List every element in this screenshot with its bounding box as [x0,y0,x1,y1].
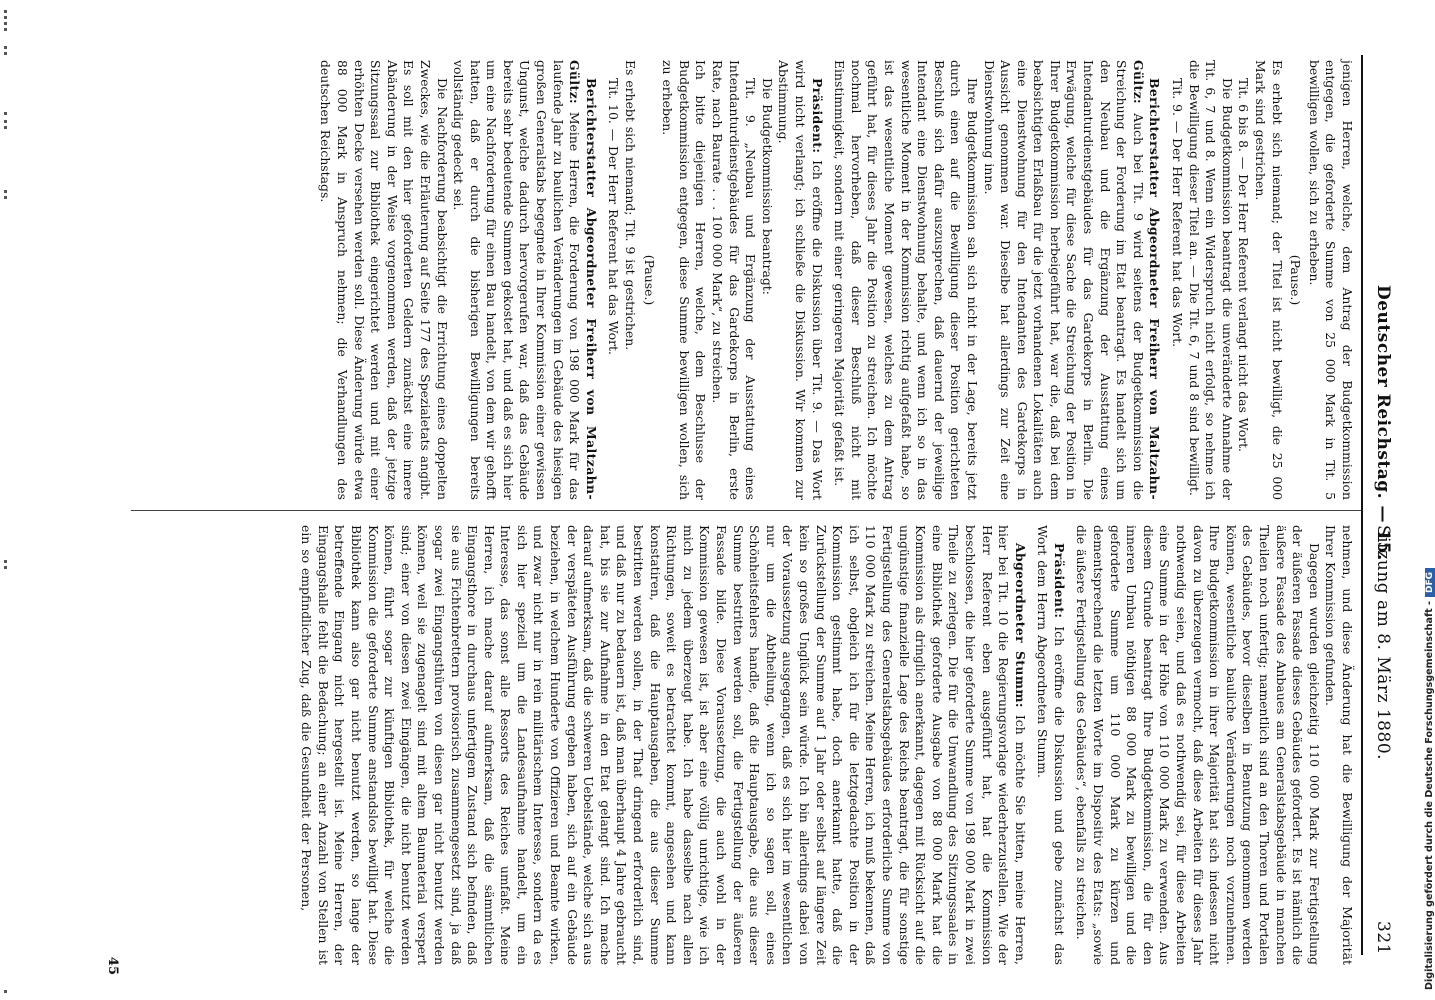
paragraph: Die Budgetkommission beantragt die unveränderte Annahme der Tit. 6, 7 und 8. Wenn ein Widerspruch nicht erfolgt, so nehme ich die Bewilligung dieser Titel an. — Die Tit. 6, 7 und 8 sind bewilligt. [1186,60,1235,500]
paragraph: Tit. 10. — Der Herr Referent hat das Wort. [606,78,622,355]
speech-paragraph [775,60,825,500]
paragraph: Die Nachforderung beabsichtigt die Errichtung eines doppelten Zweckes, wie die Erläuterung auf Seite 177 des Spezialetats angibt. Es soll mit den hier geforderten Geldern zunächst eine innere Abänderung in der Weise vorgenommen werden, daß der jetzige Sitzungssaal zur Bibliothek eingerichtet werden und mit einer erhöhten Decke versehen werden soll. Diese Änderung würde etwa 88 000 Mark in Anspruch nehmen; die Verhandlungen des deutschen Reichstags. [318,60,450,500]
paragraph: Ihre Budgetkommission sah sich nicht in der Lage, bereits jetzt durch einen auf die Bewilligung dieser Position gerichteten Beschluß sich dafür auszusprechen, daß dauernd der jeweilige Intendant eine Dienstwohnung behalte, und wenn ich so in das wesentliche Moment in der Kommission richtig aufgefaßt habe, so ist das wesentliche Moment gewesen, welches zu dem Antrag geführt hat, für dieses Jahr die Position zu streichen. Ich möchte nochmal hervorheben, daß dieser Beschluß nicht mit Einstimmigkeit, sondern mit einer geringeren Majorität gefaßt ist. [832,60,980,500]
speech-text: Ich eröffne die Diskussion und gebe zunächst das Wort dem Herrn Abgeordneten Stumm. [1035,525,1067,965]
speech-text: Ich eröffne die Diskussion über Tit. 9. — Das Wort wird nicht verlangt; ich schließe die Diskussion. Wir kommen zur Abstimmung. [776,60,825,500]
credit-text: Digitalisierung gefördert durch die Deutsche Forschungsgemeinschaft - [1424,600,1435,990]
column-divider [131,510,1361,511]
header-left: Deutscher Reichstag. — 15. [1373,285,1393,561]
speech-text: Auch bei Tit. 9 wird seitens der Budgetkommission die Streichung der Forderung im Etat beantragt. Es handelt sich um den Neubau und die Ergänzung der Ausstattung eines Intendanturdienstgebäudes für das Gardekorps in Berlin. Die Erwägung, welche für diese Sache die Streichung der Position in Ihrer Budgetkommission herbeigeführt hat, war die, daß bei dem beabsichtigten Erlaßbau für die jetzt vorhandenen Lokalitäten auch eine Dienstwohnung für den Intendanten des Gardekorps in Aussicht genommen war. Dieselbe hat allerdings zur Zeit eine Dienstwohnung inne. [981,60,1146,500]
paragraph: Es erhebt sich niemand; Tit. 9 ist gestrichen. [623,60,639,351]
paragraph: Die Budgetkommission beantragt: [759,78,775,295]
header-session: Sitzung am 8. März 1880. [1373,525,1393,761]
scan-edge-marks [4,0,10,1000]
paragraph: Dagegen wurden gleichzeitig 110 000 Mark zur Fertigstellung der äußeren Fassade dieses Gebäudes gefordert. Es ist nämlich die äußere Fassade des Anbaues am Generalstabsgebäude in manchen Theilen noch unfertig; namentlich sind an den Thoren und Portalen des Gebäudes, bevor dieselben in Benutzung genommen werden können, wesentliche bauliche Veränderungen noch vorzunehmen. Ihre Budgetkommission in ihrer Majorität hat sich indessen nicht davon zu überzeugen vermocht, daß diese Arbeiten für dieses Jahr nothwendig seien, und daß es nothwendig sei, für diese Arbeiten eine Summe in der Höhe von 110 000 Mark zu verwenden. Aus diesem Grunde beantragt Ihre Budgetkommission, die für den inneren Umbau nöthigen 88 000 Mark zu bewilligen und die geforderte Summe um 110 000 Mark zu kürzen und dementsprechend die letzten Worte im Dispositiv des Etats: „sowie die äußere Fertigstellung des Gebäudes“, ebenfalls zu streichen. [1074,525,1322,965]
speaker-name: Präsident: [1051,543,1067,619]
paragraph: Es erhebt sich niemand; der Titel ist nicht bewilligt, die 25 000 Mark sind gestrichen. [1253,60,1285,500]
speech-text: Ich möchte Sie bitten, meine Herren, hier bei Tit. 10 die Regierungsvorlage wiederherzustellen. Wie der Herr Referent eben ausgeführt hat, hat die Kommission beschlossen, die hier geforderte Summe von 198 000 Mark in zwei Theile zu zerlegen. Die für die Umwandlung des Sitzungssaales in eine Bibliothek geforderte Ausgabe von 88 000 Mark hat die Kommission als dringlich anerkannt, dagegen mit Rücksicht auf die ungünstige finanzielle Lage des Reichs beantragt, die für sonstige Fertigstellung des Generalstabsgebäudes erforderliche Summe von 110 000 Mark zu streichen. Meine Herren, ich muß bekennen, daß ich selbst, obgleich ich für die letztgedachte Position in der Kommission gestimmt habe, doch anerkannt hatte, daß die Zurückstellung der Summe auf 1 Jahr oder selbst auf längere Zeit kein so großes Unglück sein würde. Ich bin allerdings dabei von der Voraussetzung ausgegangen, daß es sich hier im wesentlichen nur um die Abtheilung, wenn ich so sagen soll, eines Schönheitsfehlers handle, daß die Hauptausgabe, die aus dieser Summe bestritten werden soll, die Fertigstellung der äußeren Fassade bilde. Diese Voraussetzung, die auch wohl in der Kommission gewesen ist, ist aber eine völlig unrichtige, wie ich mich zu jedem überzeugt habe. Ich habe dasselbe nach allen Richtungen, soweit es betrachtet kommt, angesehen und kann konstatiren, daß die Hauptausgaben, die aus dieser Summe bestritten werden sollen, in der That dringend erforderlich sind, und daß nur zu bedauern ist, daß man überhaupt 4 Jahre gebraucht hat, bis sie zur Aufnahme in den Etat gelangt sind. Ich mache darauf aufmerksam, daß die schweren Uebelstände, welche sich aus der verspäteten Ausführung ergeben haben, sich auf ein Gebäude beziehen, in welchem Hunderte von Offizieren und Beamte wirken, und zwar nicht nur in rein militärischem Interesse, sondern da es sich hier speziell um die Landesaufnahme handelt, um ein Interesse, das sonst alle Ressorts des Reiches umfaßt. Meine Herren, ich mache darauf aufmerksam, daß die sämmtlichen Eingangsthore in durchaus unfertigem Zustand sich befinden, daß sie aus Fichtenbrettern provisorisch zusammengesetzt sind, ja daß sogar zwei Eingangsthüren von diesen gar nicht benutzt werden können, weil sie zugenagelt sind mit altem Baumaterial verspert sind; einer von diesen zwei Eingängen, die nicht benutzt werden können, führt sogar zur künftigen Bibliothek, für welche die Kommission die geforderte Summe anstandslos bewilligt hat. Diese Bibliothek kann also gar nicht benutzt werden, so lange der betreffende Eingang nicht hergestellt ist. Meine Herren, der Eingangshalle fehlt die Bedachung; an einer Anzahl von Stellen ist ein so empfindlicher Zug, daß die Gesundheit der Personen, [299,525,1028,965]
dfg-logo: DFG [1425,568,1435,597]
paragraph: Tit. 9. „Neubau und Ergänzung der Ausstattung eines Intendanturdienstgebäudes für das Gardekorps in Berlin, erste Rate, nach Baurate . . . 100 000 Mark“, zu streichen. [710,60,759,500]
speech-paragraph [450,60,599,500]
paragraph: Ich bitte diejenigen Herren, welche, dem Beschlusse der Budgetkommission entgegen, diese Summe bewilligen wollen, sich zu erheben. [660,60,709,500]
paragraph: nehmen, und diese Änderung hat die Bewilligung der Majorität Ihrer Kommission gefunden. [1323,525,1355,965]
speech-paragraph [1034,525,1067,965]
paragraph: Tit. 6 bis 8. — Der Herr Referent verlangt nicht das Wort. [1236,78,1252,453]
page-header [1361,55,1403,955]
dfg-credit [1424,568,1435,990]
paragraph: (Pause.) [641,254,657,306]
page-number: 321 [1373,921,1393,955]
speech-paragraph [980,60,1163,500]
speech-text: Meine Herren, die Forderung von 198 000 Mark für das laufende Jahr zu baulichen Veränderungen im Gebäude des hiesigen großen Generalstabs begegnete in Ihrer Kommission einer gewissen Ungunst, welche dadurch hervorgerufen war, daß das Gebäude bereits sehr bedeutende Summen gekostet hat, und daß es sich hier um eine Nachforderung für einen Bau handelt, von dem wir gehofft hatten, daß er durch die bisherigen Bewilligungen bereits vollständig gedeckt sei. [451,60,583,500]
speaker-name: Präsident: [809,78,825,154]
left-column [317,60,1355,500]
signature-mark: 45 [105,956,120,975]
speaker-name: Berichterstatter Abgeordneter Freiherr von Maltzahn-Gültz: [1130,60,1163,500]
paragraph: jenigen Herren, welche, dem Antrag der Budgetkommission entgegen, die geforderte Summe von 25 000 Mark in Tit. 5 bewilligen wollen, sich zu erheben. [1306,60,1355,500]
paragraph: (Pause.) [1288,254,1304,306]
speech-paragraph [298,525,1028,965]
right-column [298,525,1355,965]
scanned-page [25,5,1415,995]
speaker-name: Berichterstatter Abgeordneter Freiherr von Maltzahn-Gültz: [567,60,599,500]
speaker-name: Abgeordneter Stumm: [1012,543,1028,708]
paragraph: Tit. 9. — Der Herr Referent hat das Wort. [1170,78,1186,348]
